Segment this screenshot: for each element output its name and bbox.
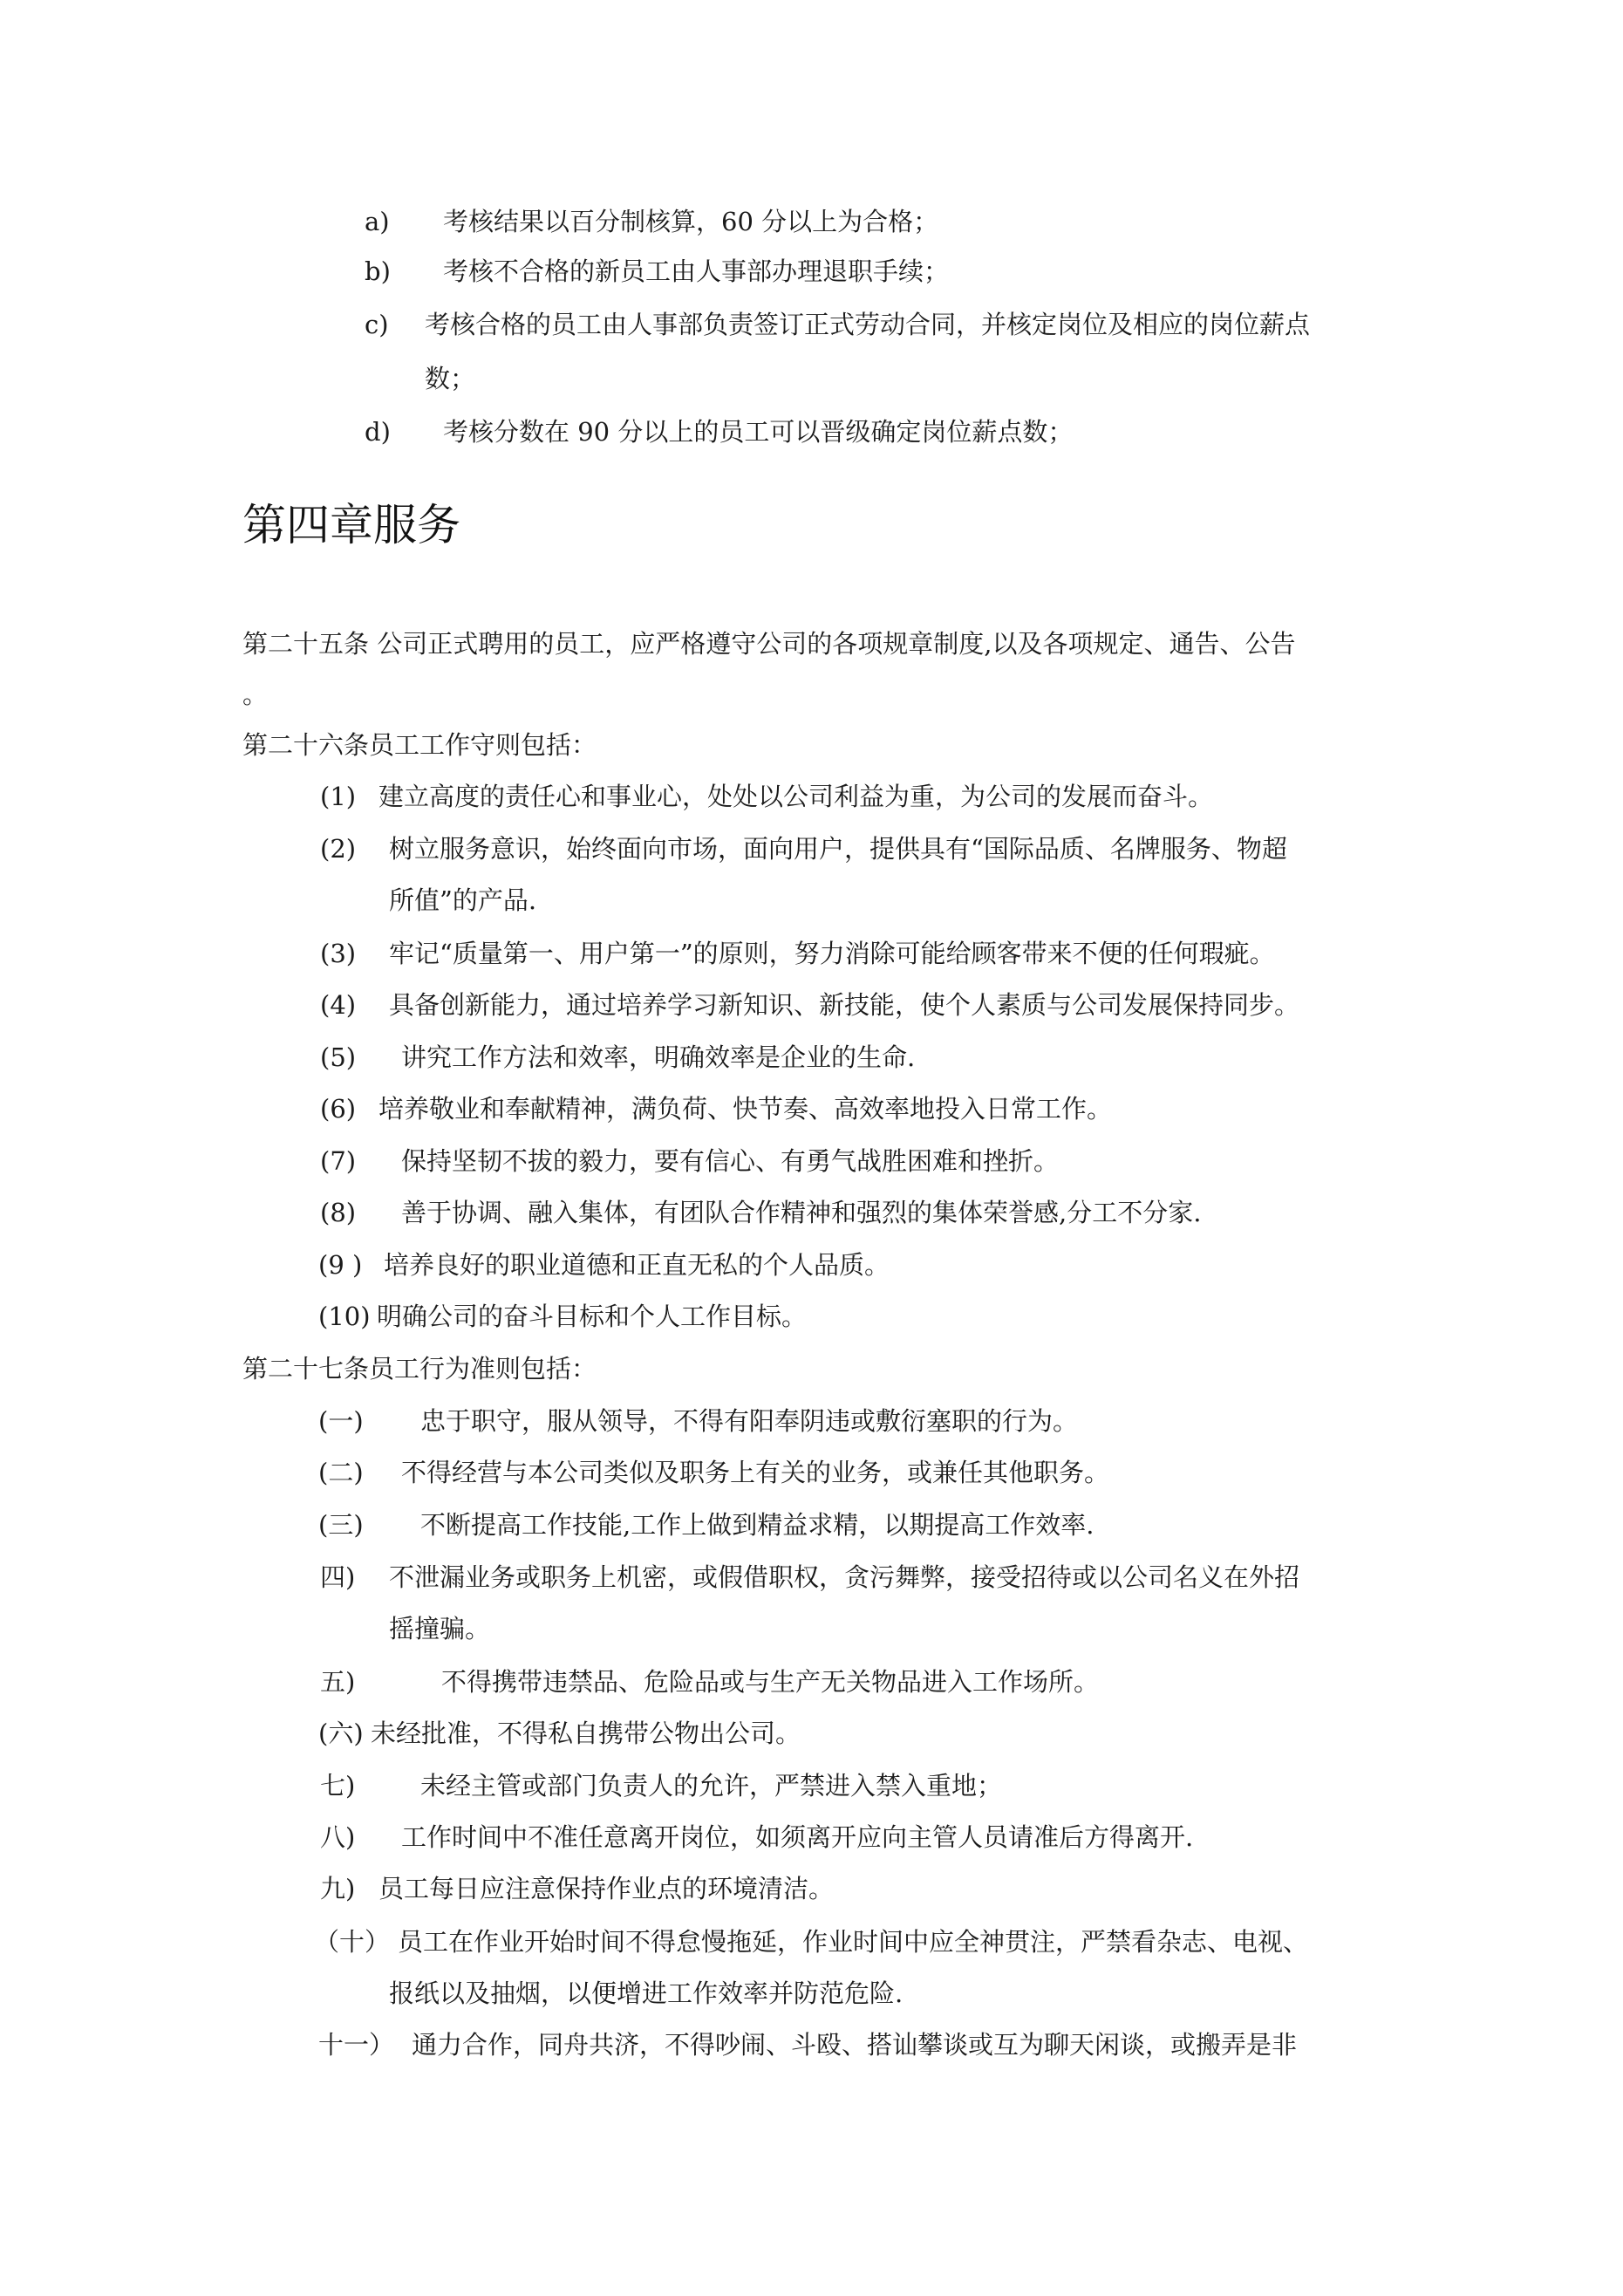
item-marker: (1) (320, 782, 357, 811)
item-text: 不得携带违禁品、危险品或与生产无关物品进入工作场所。 (441, 1667, 1100, 1697)
item-text: 不泄漏业务或职务上机密，或假借职权，贪污舞弊，接受招待或以公司名义在外招 (389, 1562, 1300, 1592)
item-text: 培养良好的职业道德和正直无私的个人品质。 (384, 1250, 890, 1280)
item-text: 考核合格的员工由人事部负责签订正式劳动合同，并核定岗位及相应的岗位薪点 (425, 310, 1311, 339)
item-text: 具备创新能力，通过培养学习新知识、新技能，使个人素质与公司发展保持同步。 (389, 990, 1300, 1020)
item-text: 建立高度的责任心和事业心，处处以公司利益为重，为公司的发展而奋斗。 (378, 782, 1214, 811)
item-marker: (6) (320, 1094, 357, 1124)
item-text: 牢记“质量第一、用户第一”的原则，努力消除可能给顾客带来不便的任何瑕疵。 (389, 939, 1275, 968)
item-marker: b) (365, 256, 391, 286)
item-text: 讲究工作方法和效率，明确效率是企业的生命. (401, 1042, 916, 1072)
chapter-title: 第四章服务 (242, 500, 460, 550)
article-heading: 第二十七条员工行为准则包括： (242, 1354, 597, 1384)
item-marker: （十） (314, 1927, 391, 1957)
item-marker: 七) (320, 1771, 356, 1801)
item-marker: 四) (320, 1562, 356, 1592)
item-text: 摇撞骗。 (389, 1614, 491, 1643)
item-marker: (三) (318, 1510, 364, 1540)
item-marker: (六) (318, 1719, 364, 1748)
item-text: 明确公司的奋斗目标和个人工作目标。 (377, 1302, 808, 1331)
item-text: 考核分数在 90 分以上的员工可以晋级确定岗位薪点数； (443, 417, 1074, 447)
item-marker: (二) (318, 1458, 364, 1487)
article-text: 第二十五条 公司正式聘用的员工，应严格遵守公司的各项规章制度,以及各项规定、通告、公告 (242, 629, 1296, 659)
item-marker: (10) (318, 1302, 371, 1331)
article-text: 。 (242, 680, 269, 709)
item-marker: 十一） (318, 2030, 395, 2060)
item-marker: (一) (318, 1406, 364, 1436)
item-marker: d) (365, 417, 391, 447)
item-text: 报纸以及抽烟，以便增进工作效率并防范危险. (389, 1978, 904, 2008)
item-text: 员工每日应注意保持作业点的环境清洁。 (378, 1874, 835, 1903)
item-marker: (8) (320, 1198, 357, 1227)
item-text: 数； (425, 364, 476, 393)
item-marker: (9 ) (318, 1250, 363, 1280)
item-marker: 九) (320, 1874, 356, 1903)
item-text: 不断提高工作技能,工作上做到精益求精，以期提高工作效率. (420, 1510, 1095, 1540)
item-text: 保持坚韧不拔的毅力，要有信心、有勇气战胜困难和挫折。 (401, 1146, 1060, 1176)
item-marker: (7) (320, 1146, 357, 1176)
article-heading: 第二十六条员工工作守则包括： (242, 730, 597, 760)
item-text: 所值”的产品. (389, 885, 537, 915)
item-text: 通力合作，同舟共济，不得吵闹、斗殴、搭讪攀谈或互为聊天闲谈，或搬弄是非 (412, 2030, 1298, 2060)
item-text: 工作时间中不准任意离开岗位，如须离开应向主管人员请准后方得离开. (401, 1822, 1194, 1852)
item-text: 考核不合格的新员工由人事部办理退职手续； (443, 256, 950, 286)
item-text: 不得经营与本公司类似及职务上有关的业务，或兼任其他职务。 (401, 1458, 1110, 1487)
item-marker: 五) (320, 1667, 356, 1697)
item-text: 考核结果以百分制核算，60 分以上为合格； (443, 207, 939, 236)
item-text: 未经主管或部门负责人的允许，严禁进入禁入重地； (420, 1771, 1003, 1801)
item-text: 树立服务意识，始终面向市场，面向用户，提供具有“国际品质、名牌服务、物超 (389, 834, 1287, 864)
item-marker: a) (365, 207, 390, 236)
item-text: 员工在作业开始时间不得怠慢拖延，作业时间中应全神贯注，严禁看杂志、电视、 (398, 1927, 1309, 1957)
item-marker: (2) (320, 834, 357, 864)
item-marker: 八) (320, 1822, 356, 1852)
item-text: 忠于职守，服从领导，不得有阳奉阴违或敷衍塞职的行为。 (420, 1406, 1079, 1436)
item-text: 未经批准，不得私自携带公物出公司。 (371, 1719, 801, 1748)
item-marker: (3) (320, 939, 357, 968)
item-marker: c) (365, 310, 389, 339)
item-marker: (5) (320, 1042, 357, 1072)
item-text: 培养敬业和奉献精神，满负荷、快节奏、高效率地投入日常工作。 (378, 1094, 1113, 1124)
item-marker: (4) (320, 990, 357, 1020)
item-text: 善于协调、融入集体，有团队合作精神和强烈的集体荣誉感,分工不分家. (401, 1198, 1202, 1227)
